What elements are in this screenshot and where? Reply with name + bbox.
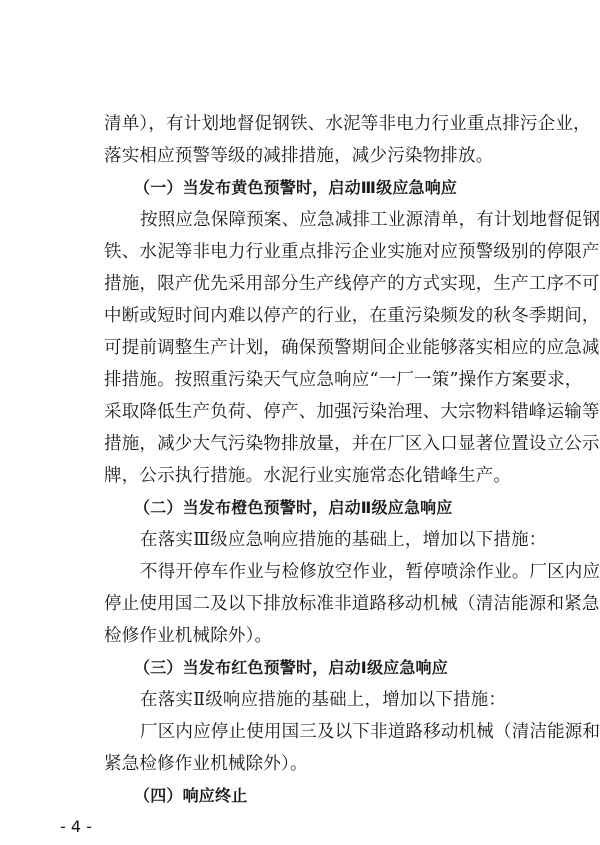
body-text-line: 在落实Ⅲ级应急响应措施的基础上，增加以下措施： (140, 530, 547, 550)
section-heading-orange-alert: （二）当发布橙色预警时，启动Ⅱ级应急响应 (134, 498, 453, 517)
body-text-line: 按照应急保障预案、应急减排工业源清单，有计划地督促钢 (140, 210, 600, 230)
body-text-line: 铁、水泥等非电力行业重点排污企业实施对应预警级别的停限产 (104, 242, 600, 262)
body-text-line: 排措施。按照重污染天气应急响应“一厂一策”操作方案要求， (104, 370, 583, 390)
body-text-line: 清单），有计划地督促钢铁、水泥等非电力行业重点排污企业， (104, 114, 591, 134)
body-text-line: 在落实Ⅱ级响应措施的基础上，增加以下措施： (140, 690, 507, 710)
body-text-line: 措施，减少大气污染物排放量，并在厂区入口显著位置设立公示 (104, 434, 600, 454)
section-heading-yellow-alert: （一）当发布黄色预警时，启动Ⅲ级应急响应 (134, 178, 458, 197)
body-text-line: 采取降低生产负荷、停产、加强污染治理、大宗物料错峰运输等 (104, 402, 600, 422)
body-text-line: 措施，限产优先采用部分生产线停产的方式实现，生产工序不可 (104, 274, 600, 294)
page-number: - 4 - (60, 817, 92, 836)
body-text-line: 可提前调整生产计划，确保预警期间企业能够落实相应的应急减 (104, 338, 600, 358)
body-text-line: 停止使用国二及以下排放标准非道路移动机械（清洁能源和紧急 (104, 594, 600, 614)
body-text-line: 紧急检修作业机械除外）。 (104, 754, 308, 774)
body-text-line: 落实相应预警等级的减排措施，减少污染物排放。 (104, 146, 494, 166)
body-text-line: 检修作业机械除外）。 (104, 626, 273, 646)
body-text-line: 厂区内应停止使用国三及以下非道路移动机械（清洁能源和 (140, 722, 600, 742)
section-heading-red-alert: （三）当发布红色预警时，启动Ⅰ级应急响应 (134, 658, 448, 677)
body-text-line: 中断或短时间内难以停产的行业，在重污染频发的秋冬季期间， (104, 306, 600, 326)
section-heading-response-termination: （四）响应终止 (134, 786, 248, 805)
body-text-line: 牌，公示执行措施。水泥行业实施常态化错峰生产。 (104, 466, 512, 486)
body-text-line: 不得开停车作业与检修放空作业，暂停喷涂作业。厂区内应 (140, 562, 600, 582)
